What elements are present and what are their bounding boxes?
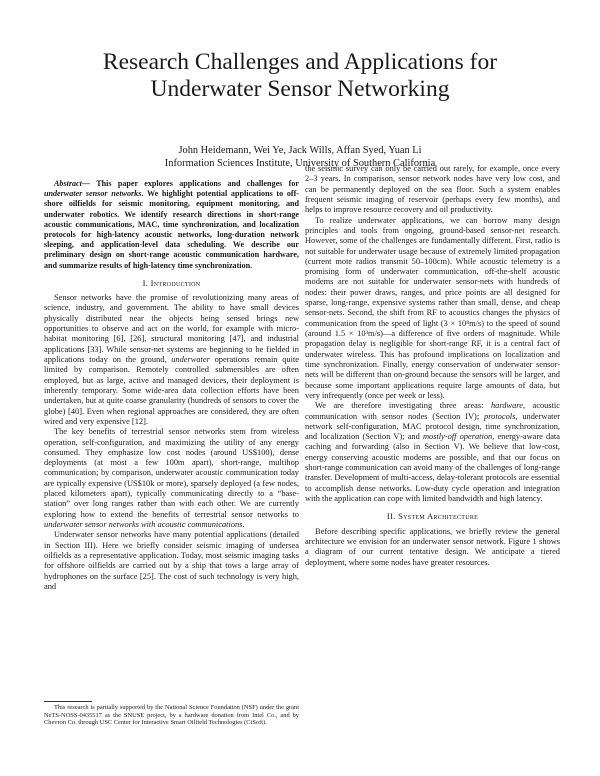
title-line-2: Underwater Sensor Networking: [150, 76, 450, 102]
intro-p2-text-b: .: [242, 520, 245, 530]
right-paragraph-2: To realize underwater applications, we can borrow many design principles and tools from ongoing, ground-based sensor-net research. However, some of the challenges are fundamentally different. First, radio is not suitable for underwater usage because of extremely limited propagation (current mote radios transmit 50–100cm). While acoustic telemetry is a promising form of underwater communication, off-the-shelf acoustic modems are not suitable for underwater sensor-nets with hundreds of nodes: their power draws, ranges, and price points are all designed for sparse, long-range, expensive systems rather than small, dense, and cheap sensor-nets. Second, the shift from RF to acoustics changes the physics of communication from the speed of light (3 × 10⁸m/s) to the speed of sound (around 1.5 × 10³m/s)—a difference of five orders of magnitude. While propagation delay is negligible for short-range RF, it is a central fact of underwater wireless. This has profound implications on localization and time synchronization. Finally, energy conservation of underwater sensor-nets will be different than on-ground because the sensors will be larger, and because some important applications require large amounts of data, but very infrequently (once per week or less).: [305, 215, 560, 400]
right-p3-emphasis-protocols: protocols: [484, 411, 516, 421]
abstract-lead: Abstract: [54, 179, 82, 188]
abstract-dash: —: [81, 179, 97, 188]
intro-paragraph-1: [44, 293, 299, 427]
paper-title: [40, 49, 560, 103]
intro-p2-text-a: The key benefits of terrestrial sensor networks stem from wireless operation, self-configuration, and maximizing the utility of any energy consumed. They emphasize low cost nodes (around US$100), dense deployments (at most a few 100m apart), short-range, multihop communication; by comparison, underwater acoustic communication today are typically expensive (US$10k or more), sparsely deployed (a few nodes, placed kilometers apart), typically communicating directly to a “base-station” over long ranges rather than with each other. We are currently exploring how to extend the benefits of terrestrial sensor networks to: [44, 427, 299, 519]
intro-p1-text-b: operations remain quite limited by comparison. Remotely controlled submersibles are often employed, but as large, active and managed devices, their deployment is inherently temporary. Some wide-area data collection efforts have been undertaken, but at quite coarse granularity (hundreds of sensors to cover the globe) [40]. Even when regional approaches are considered, they are often wired and very expensive [12].: [44, 355, 299, 426]
abstract-text-em: underwater sensor networks: [44, 189, 142, 199]
right-p3-text-b: , acoustic communication with sensor nodes (Section IV);: [305, 401, 560, 421]
right-p3-emphasis-mostly-off: mostly-off operation: [422, 432, 493, 442]
section-number: II.: [386, 511, 399, 522]
right-p3-text-d: , energy-aware data caching and forwarding (also in Section V). We believe that low-cost, energy conserving acoustic modems are possible, and that our focus on short-range communication can avoid many of the challenges of long-range transfer. Development of multi-access, delay-tolerant protocols are essential to accomplish dense networks. Low-duty cycle operation and integration with the application can cope with limited bandwidth and high latency.: [305, 432, 560, 503]
section-heading-introduction: [44, 278, 299, 288]
author-list: John Heidemann, Wei Ye, Jack Wills, Affan Syed, Yuan Li: [178, 145, 422, 156]
footnote-rule: [44, 701, 92, 702]
section-number: I.: [142, 277, 151, 288]
intro-p1-emphasis: underwater: [171, 355, 210, 365]
right-p3-text-a: We are therefore investigating three areas:: [315, 401, 491, 411]
abstract-text-b: . We highlight potential applications to off-shore oilfields for seismic monitoring, equipment monitoring, and underwater robotics. We identify research directions in short-range acoustic communications, MAC, time synchronization, and localization protocols for high-latency acoustic networks, long-duration network sleeping, and application-level data scheduling. We describe our preliminary design on short-range acoustic communication hardware, and summarize results of high-latency time synchronization.: [44, 189, 300, 270]
abstract: [44, 179, 299, 271]
left-column: [44, 179, 299, 592]
affiliation: Information Sciences Institute, University of Southern California: [164, 158, 436, 169]
intro-paragraph-2: [44, 427, 299, 530]
abstract-text-a: This paper explores applications and challenges for: [96, 179, 299, 188]
right-paragraph-1: the seismic survey can only be carried out rarely, for example, once every 2–3 years. In comparison, sensor network nodes have very low cost, and can be permanently deployed on the sea floor. Such a system enables frequent seismic imaging of reservoir (perhaps every few months), and helps to improve resource recovery and oil productivity.: [305, 164, 560, 215]
intro-p2-emphasis: underwater sensor networks with acoustic communications: [44, 520, 243, 530]
intro-paragraph-3: Underwater sensor networks have many potential applications (detailed in Section III). Here we briefly consider seismic imaging of undersea oilfields as a representative application. Today, most seismic imaging tasks for offshore oilfields are carried out by a ship that tows a large array of hydrophones on the surface [25]. The cost of such technology is very high, and: [44, 530, 299, 591]
title-line-1: Research Challenges and Applications for: [102, 49, 498, 75]
right-p3-emphasis-hardware: hardware: [490, 401, 523, 411]
architecture-paragraph-1: Before describing specific applications, we briefly review the general architecture we envision for an underwater sensor network. Figure 1 shows a diagram of our current tentative design. We anticipate a tiered deployment, where some nodes have greater resources.: [305, 526, 560, 567]
section-heading-system-architecture: [305, 511, 560, 521]
section-name: System Architecture: [398, 511, 479, 522]
right-paragraph-3: [305, 401, 560, 504]
right-p3-text-c: , underwater network self-configuration, MAC protocol design, time synchronization, and localization (Section V); and: [305, 411, 560, 442]
footnote: This research is partially supported by the National Science Foundation (NSF) under the grant NeTS-NOSS-0435517 as the SNUSE project, by a hardware donation from Intel Co., and by Chevron Co. through USC Center for Interactive Smart Oilfield Technologies (CiSoft).: [44, 704, 299, 727]
right-column: [305, 164, 560, 568]
intro-p1-text-a: Sensor networks have the promise of revolutionizing many areas of science, industry, and government. The ability to have small devices physically distributed near the objects being sensed brings new opportunities to observe and act on the world, for example with micro-habitat monitoring [6], [26], structural monitoring [47], and industrial applications [33]. While sensor-net systems are beginning to be fielded in applications today on the ground,: [44, 293, 299, 365]
section-name: Introduction: [150, 277, 201, 288]
